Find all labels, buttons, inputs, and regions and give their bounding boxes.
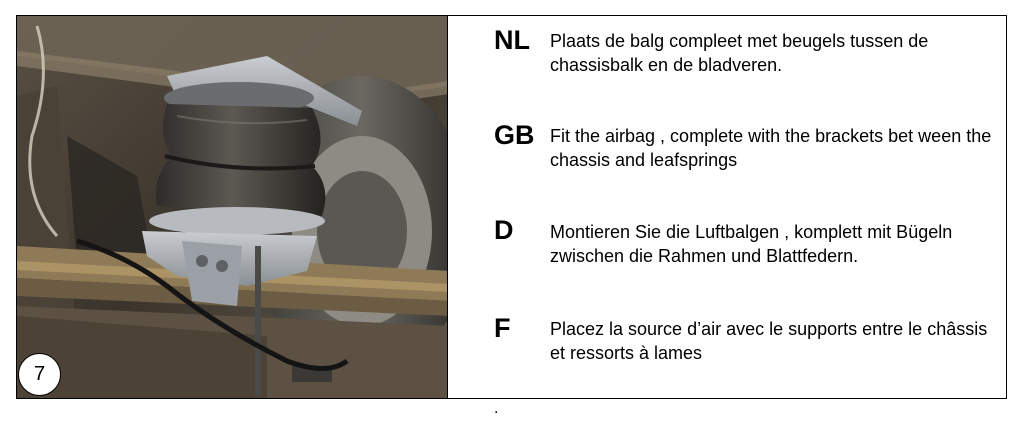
- instruction-text-nl: Plaats de balg compleet met beugels tussen de chassisbalk en de bladveren.: [550, 31, 929, 75]
- language-code-gb: GB: [494, 120, 535, 150]
- language-code-d: D: [494, 215, 514, 245]
- airbag-photo-illustration: [17, 16, 448, 399]
- language-code-nl: NL: [494, 25, 530, 55]
- instruction-text-gb: Fit the airbag , complete with the brackets bet ween the chassis and leafsprings: [550, 126, 992, 170]
- step-number-badge: 7: [18, 353, 61, 396]
- footer-mark: .: [494, 400, 499, 417]
- language-code-f: F: [494, 313, 511, 343]
- instruction-text-f: Placez la source d’air avec le supports entre le châssis et ressorts à lames: [550, 319, 988, 363]
- installation-photo: [16, 15, 448, 399]
- instruction-text-d: Montieren Sie die Luftbalgen , komplett mit Bügeln zwischen die Rahmen und Blattfedern.: [550, 222, 953, 266]
